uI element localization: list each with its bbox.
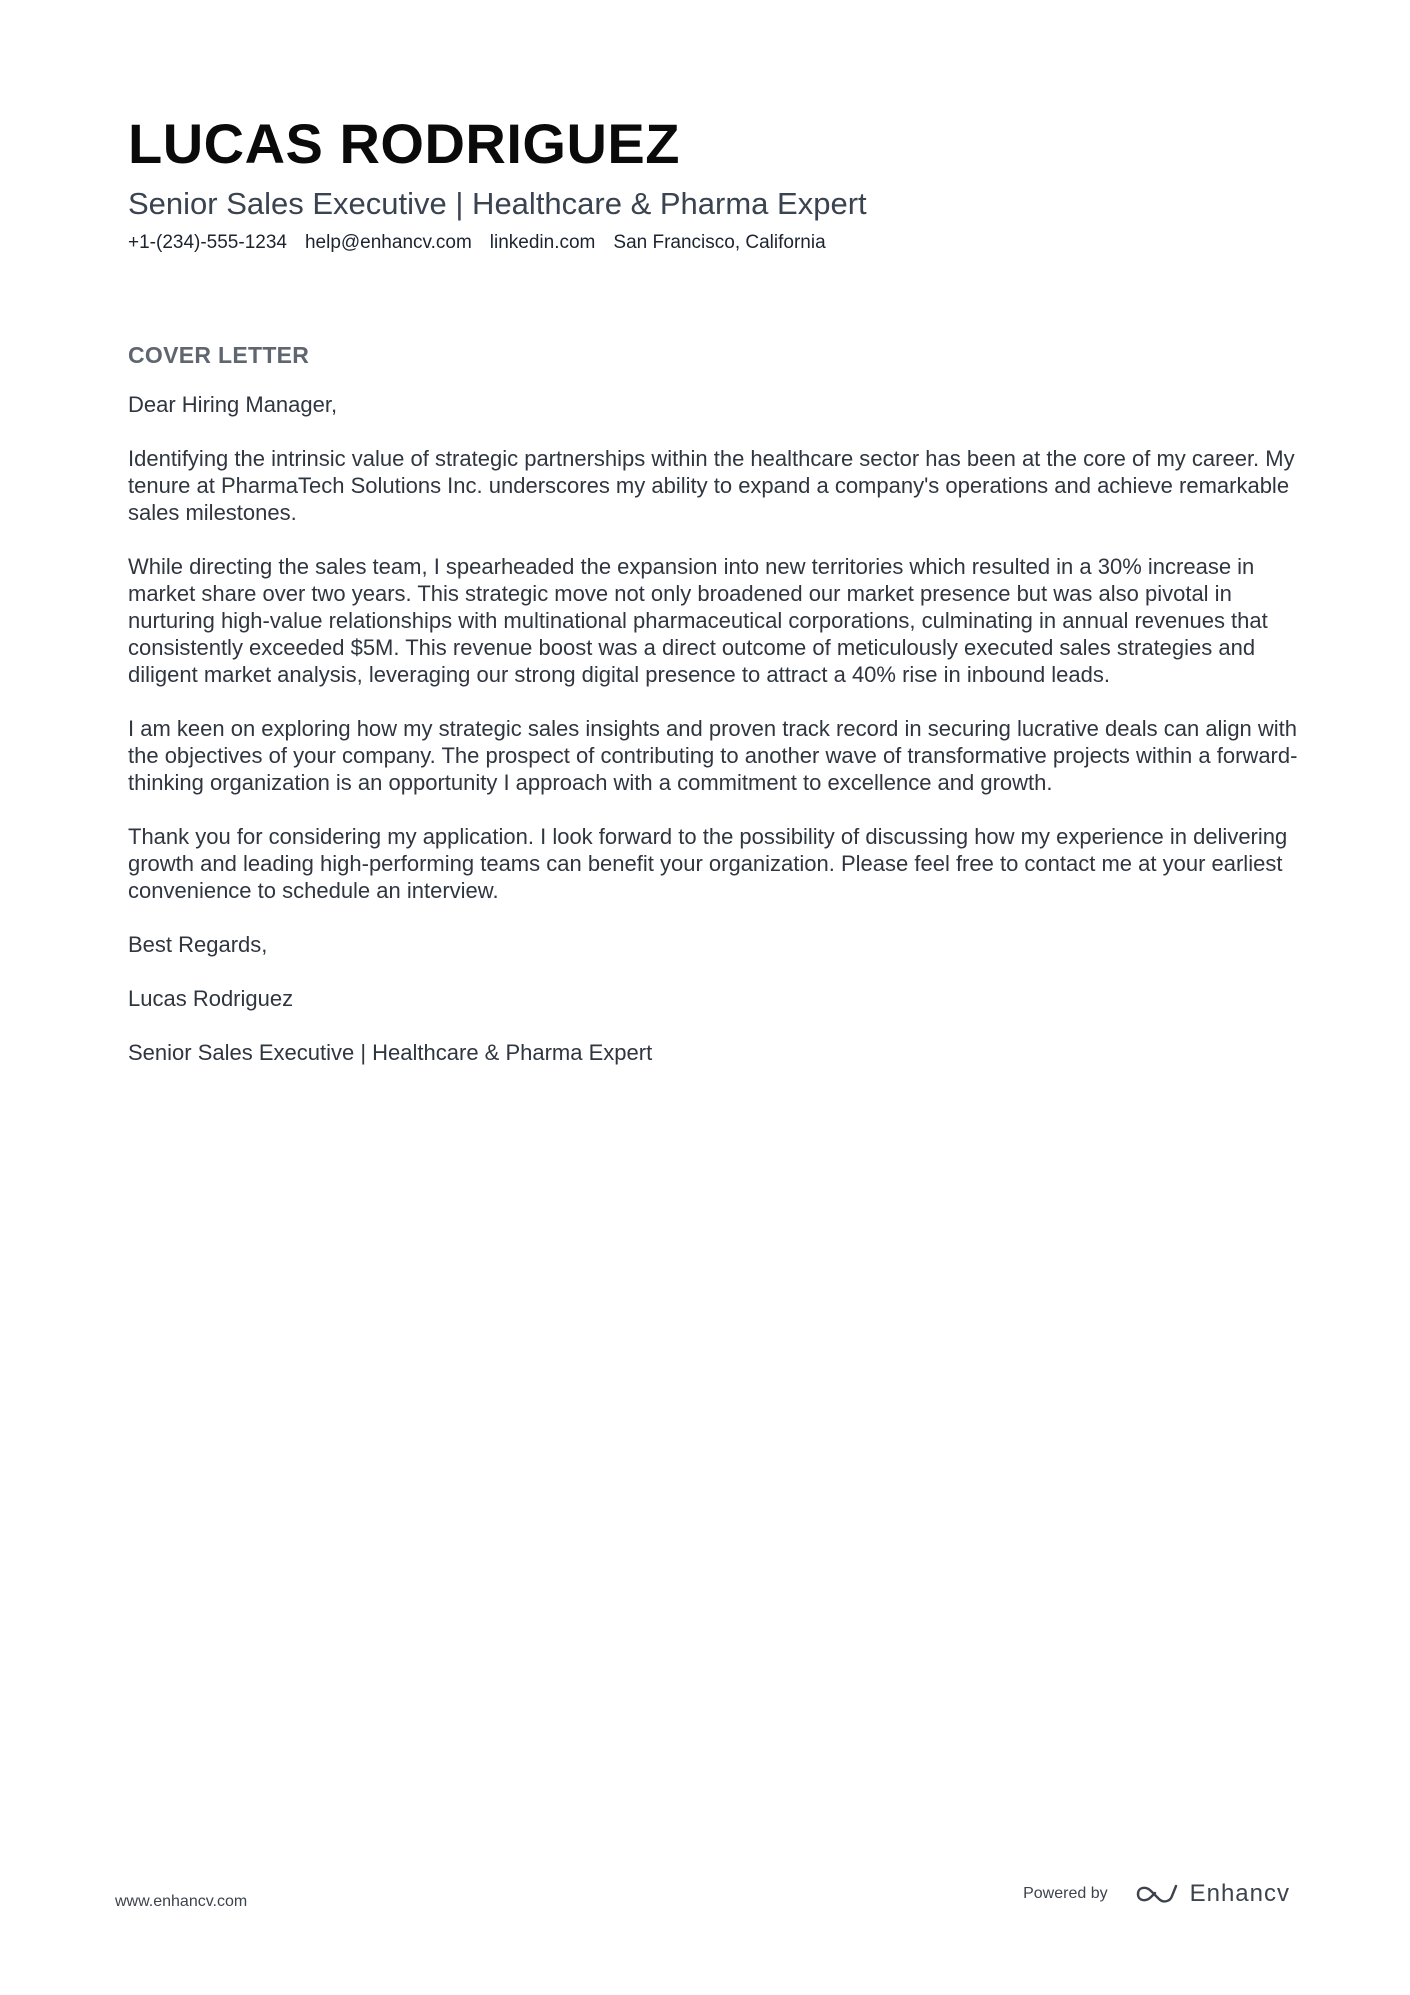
enhancv-logo-icon <box>1134 1882 1180 1906</box>
contact-line <box>128 230 1298 256</box>
footer-branding <box>1023 1880 1290 1908</box>
signature-title: Senior Sales Executive | Healthcare & Pharma Expert <box>128 1040 653 1065</box>
footer-website[interactable]: www.enhancv.com <box>115 1893 248 1910</box>
enhancv-brand-name: Enhancv <box>1189 1880 1290 1907</box>
letter-body <box>128 391 1298 1066</box>
letter-greeting: Dear Hiring Manager, <box>128 392 338 417</box>
powered-by-label: Powered by <box>1023 1885 1108 1902</box>
letter-paragraph: While directing the sales team, I spearheaded the expansion into new territories which resulted in a 30% increase in market share over two years. This strategic move not only broadened our market presence but was also pivotal in nurturing high-value relationships with multinational pharmaceutical corporations, culminating in annual revenues that consistently exceeded $5M. This revenue boost was a direct outcome of meticulously executed sales strategies and diligent market analysis, leveraging our strong digital presence to attract a 40% rise in inbound leads. <box>128 554 1268 687</box>
candidate-headline: Senior Sales Executive | Healthcare & Pharma Expert <box>128 186 867 221</box>
letter-closing: Best Regards, <box>128 932 268 957</box>
contact-email[interactable]: help@enhancv.com <box>304 232 472 253</box>
cover-letter-page <box>128 110 1298 1093</box>
letter-paragraph: Identifying the intrinsic value of strategic partnerships within the healthcare sector has been at the core of my career. My tenure at PharmaTech Solutions Inc. underscores my ability to expand a company's operations and achieve remarkable sales milestones. <box>128 446 1295 525</box>
contact-location: San Francisco, California <box>613 232 826 253</box>
letter-paragraph: I am keen on exploring how my strategic sales insights and proven track record in securing lucrative deals can align with the objectives of your company. The prospect of contributing to another wave of transformative projects within a forward-thinking organization is an opportunity I approach with a commitment to excellence and growth. <box>128 716 1298 795</box>
contact-linkedin[interactable]: linkedin.com <box>489 232 596 253</box>
signature-name: Lucas Rodriguez <box>128 986 294 1011</box>
candidate-name: LUCAS RODRIGUEZ <box>128 112 680 175</box>
letter-paragraph: Thank you for considering my application. I look forward to the possibility of discussing how my experience in delivering growth and leading high-performing teams can benefit your organization. Please feel free to contact me at your earliest convenience to schedule an interview. <box>128 824 1288 903</box>
contact-phone: +1-(234)-555-1234 <box>128 232 287 253</box>
section-title: COVER LETTER <box>128 342 310 368</box>
enhancv-brand[interactable] <box>1134 1880 1290 1908</box>
